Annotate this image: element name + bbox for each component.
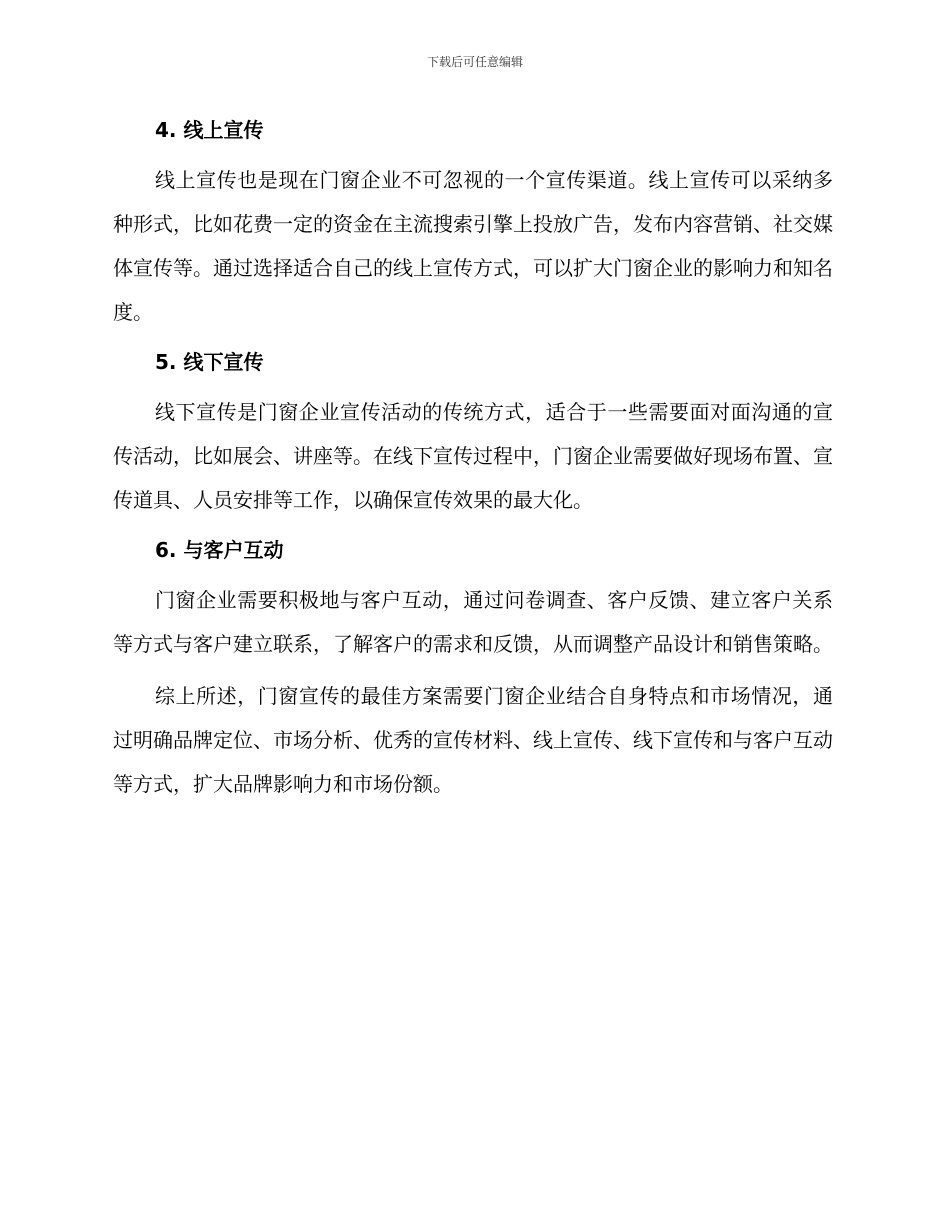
section-heading-customer-interaction: 6. 与客户互动 [155,538,284,562]
section-paragraph-offline-promotion: 线下宣传是门窗企业宣传活动的传统方式，适合于一些需要面对面沟通的宣传活动，比如展会、讲座等。在线下宣传过程中，门窗企业需要做好现场布置、宣传道具、人员安排等工作，以确保宣传效果的最大化。 [113,400,833,512]
section-paragraph-customer-interaction: 门窗企业需要积极地与客户互动，通过问卷调查、客户反馈、建立客户关系等方式与客户建立联系，了解客户的需求和反馈，从而调整产品设计和销售策略。 [113,588,833,656]
summary-paragraph: 综上所述，门窗宣传的最佳方案需要门窗企业结合自身特点和市场情况，通过明确品牌定位、市场分析、优秀的宣传材料、线上宣传、线下宣传和与客户互动等方式，扩大品牌影响力和市场份额。 [113,684,833,796]
section-heading-online-promotion: 4. 线上宣传 [155,118,264,142]
page-header: 下载后可任意编辑 [426,55,523,69]
section-paragraph-online-promotion: 线上宣传也是现在门窗企业不可忽视的一个宣传渠道。线上宣传可以采纳多种形式，比如花费一定的资金在主流搜索引擎上投放广告，发布内容营销、社交媒体宣传等。通过选择适合自己的线上宣传方式，可以扩大门窗企业的影响力和知名度。 [113,168,833,324]
document-body [113,108,833,812]
section-heading-offline-promotion: 5. 线下宣传 [155,350,264,374]
